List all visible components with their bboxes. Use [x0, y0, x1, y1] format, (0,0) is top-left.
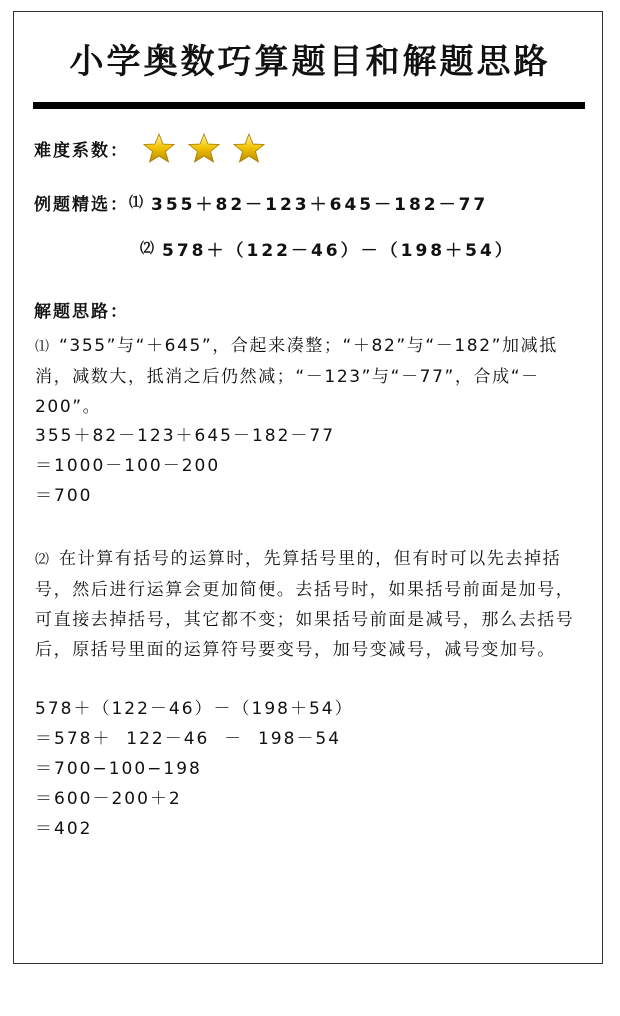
calc-line: ＝402: [35, 819, 93, 839]
solution-label: 解题思路：: [34, 302, 129, 322]
example-2: [140, 234, 515, 262]
calc-line: ＝1000－100－200: [35, 456, 221, 476]
gold-star-icon: [188, 132, 220, 164]
difficulty-row: [34, 134, 278, 162]
example-1: [34, 188, 488, 216]
page-title: 小学奥数巧算题目和解题思路: [69, 42, 551, 82]
calc-line: ＝600－200＋2: [35, 789, 182, 809]
solution-part2-text: [35, 544, 590, 665]
gold-star-icon: [233, 132, 265, 164]
example-number: ⑴: [129, 195, 143, 211]
part-number: ⑵: [35, 552, 49, 568]
calc-line: ＝578＋ 122－46 － 198－54: [35, 729, 342, 749]
example-expression: 578＋（122－46）－（198＋54）: [162, 240, 515, 261]
title-underline: [33, 102, 585, 109]
difficulty-label: 难度系数：: [34, 140, 129, 161]
explanation-text: 在计算有括号的运算时，先算括号里的，但有时可以先去掉括号，然后进行运算会更加简便。去括号时，如果括号前面是加号，可直接去掉括号，其它都不变；如果括号前面是减号，那么去括号后，原括号里面的运算符号要变号，加号变减号，减号变加号。: [35, 549, 575, 660]
calc-line: 355＋82－123＋645－182－77: [35, 426, 336, 446]
examples-label: 例题精选：: [34, 194, 129, 215]
difficulty-stars: [143, 132, 278, 164]
example-expression: 355＋82－123＋645－182－77: [151, 194, 489, 215]
gold-star-icon: [143, 132, 175, 164]
explanation-text: “355”与“＋645”，合起来凑整；“＋82”与“－182”加减抵消，减数大，抵消之后仍然减；“－123”与“－77”，合成“－200”。: [35, 336, 558, 417]
calc-line: 578＋（122－46）－（198＋54）: [35, 699, 354, 719]
calc-line: ＝700: [35, 486, 93, 506]
solution-part1-text: [35, 331, 590, 422]
calc-line: ＝700−100−198: [35, 759, 202, 779]
part-number: ⑴: [35, 339, 49, 355]
example-number: ⑵: [140, 241, 154, 257]
